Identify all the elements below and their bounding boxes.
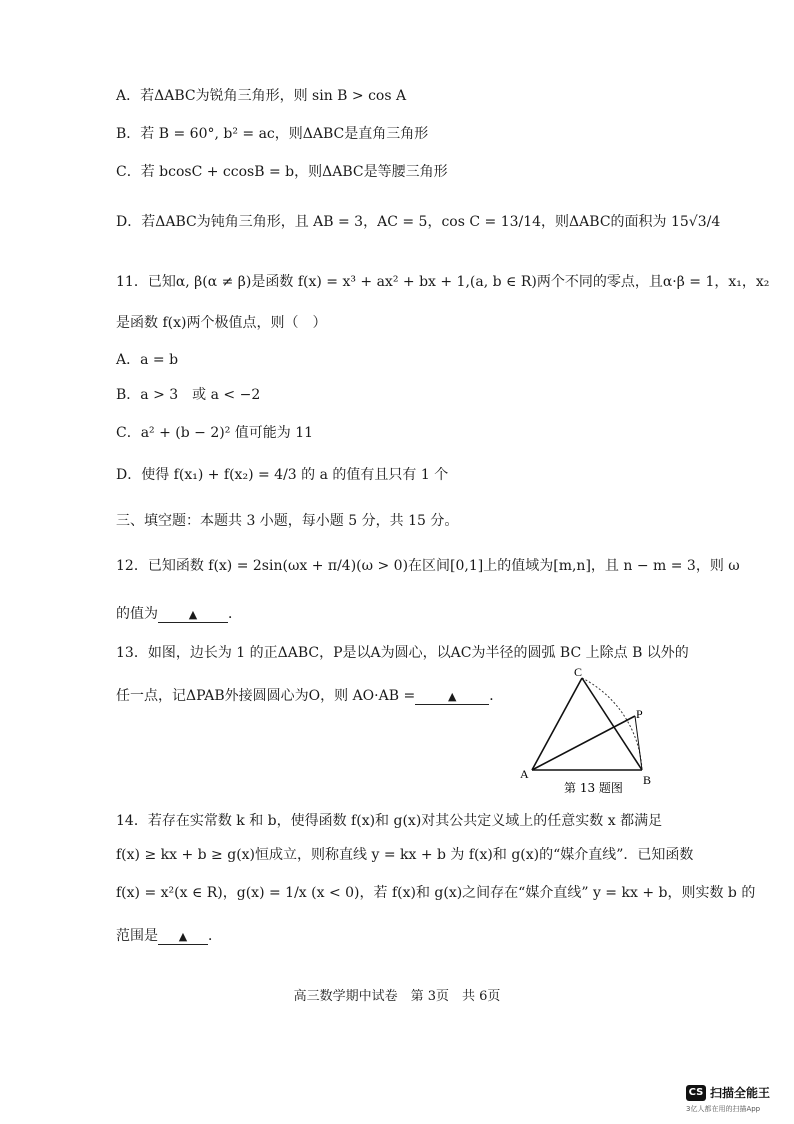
q14-line4: [116, 926, 222, 946]
q13-stem-line2: [116, 686, 503, 706]
label-a: A: [520, 767, 529, 781]
q14-prefix: 范围是: [116, 928, 158, 944]
q14-suffix: ．: [208, 928, 222, 944]
label-p: P: [636, 707, 643, 721]
q13-answer-blank[interactable]: ▲: [415, 688, 489, 705]
q13-stem-line1: 13．如图，边长为 1 的正ΔABC，P是以A为圆心，以AC为半径的圆弧 BC 上除点 B 以外的: [116, 645, 689, 661]
q14-line1: 14．若存在实常数 k 和 b，使得函数 f(x)和 g(x)对其公共定义域上的任意实数 x 都满足: [116, 813, 663, 829]
q10-option-b: B．若 B = 60°, b² = ac，则ΔABC是直角三角形: [116, 126, 429, 142]
q11-option-d: D．使得 f(x₁) + f(x₂) = 4/3 的 a 的值有且只有 1 个: [116, 467, 449, 483]
q11-option-b: B．a > 3 或 a < −2: [116, 387, 261, 403]
q13-suffix: ．: [489, 688, 504, 704]
q10-option-d: D．若ΔABC为钝角三角形，且 AB = 3，AC = 5，cos C = 13/14，则ΔABC的面积为 15√3/4: [116, 214, 721, 230]
q12-suffix: ．: [228, 606, 242, 622]
scanner-watermark: [686, 1084, 770, 1101]
page-footer: 高三数学期中试卷 第 3页 共 6页: [293, 989, 501, 1004]
scanner-app-name: 扫描全能王: [710, 1086, 771, 1100]
figure-caption: 第 13 题图: [564, 781, 623, 795]
q11-option-a: A．a = b: [116, 352, 179, 368]
q12-answer-blank[interactable]: ▲: [158, 606, 228, 623]
q14-answer-blank[interactable]: ▲: [158, 928, 208, 945]
q10-option-a: A．若ΔABC为锐角三角形，则 sin B > cos A: [116, 88, 407, 104]
q13-figure: [512, 664, 662, 799]
q10-option-c: C．若 bcosC + ccosB = b，则ΔABC是等腰三角形: [116, 164, 448, 180]
scanner-tagline: 3亿人都在用的扫描App: [686, 1105, 761, 1113]
q11-stem-line2: 是函数 f(x)两个极值点，则（ ）: [116, 315, 327, 331]
q12-stem-line2: [116, 604, 242, 624]
q12-stem-line1: 12．已知函数 f(x) = 2sin(ωx + π/4)(ω > 0)在区间[0,1]上的值域为[m,n]，且 n − m = 3，则 ω: [116, 558, 740, 574]
label-b: B: [643, 773, 652, 787]
q14-line3: f(x) = x²(x ∈ R)，g(x) = 1/x (x < 0)，若 f(x)和 g(x)之间存在“媒介直线” y = kx + b，则实数 b 的: [116, 885, 756, 901]
q11-stem-line1: 11．已知α, β(α ≠ β)是函数 f(x) = x³ + ax² + bx + 1,(a, b ∈ R)两个不同的零点，且α·β = 1，x₁，x₂: [116, 274, 770, 290]
label-c: C: [574, 665, 583, 679]
q14-line2: f(x) ≥ kx + b ≥ g(x)恒成立，则称直线 y = kx + b 为 f(x)和 g(x)的“媒介直线”．已知函数: [116, 847, 694, 863]
cs-logo-icon: CS: [686, 1085, 706, 1101]
q13-prefix: 任一点，记ΔPAB外接圆圆心为O，则 AO·AB =: [116, 688, 416, 704]
segment-bc: [582, 678, 642, 770]
section-3-heading: 三、填空题：本题共 3 小题，每小题 5 分，共 15 分。: [116, 513, 459, 529]
q11-option-c: C．a² + (b − 2)² 值可能为 11: [116, 425, 314, 441]
q12-prefix: 的值为: [116, 606, 158, 622]
